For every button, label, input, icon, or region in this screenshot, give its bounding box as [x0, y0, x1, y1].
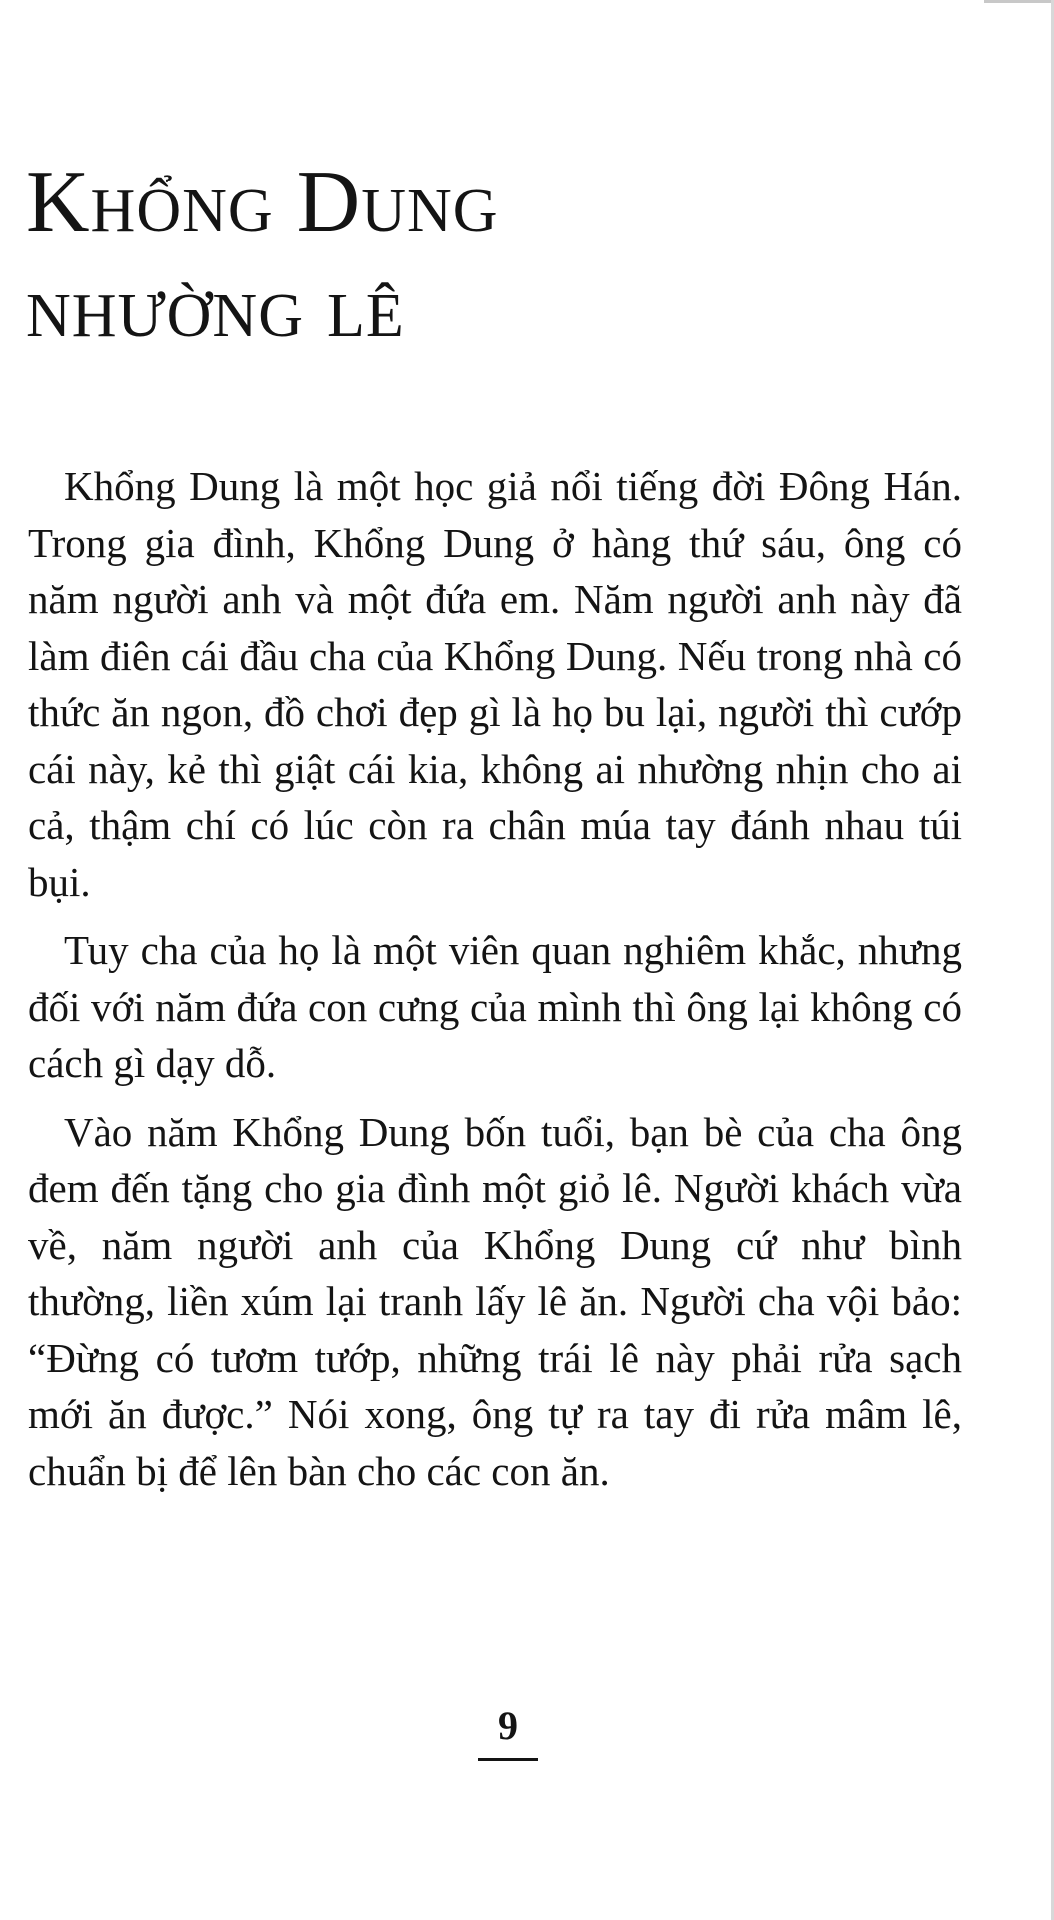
page-number-underline — [478, 1758, 538, 1761]
chapter-title — [26, 150, 1026, 360]
chapter-title-line-1: Khổng Dung — [26, 154, 499, 251]
page-edge-top — [984, 0, 1054, 3]
paragraph-2: Tuy cha của họ là một viên quan nghiêm khắc, nhưng đối với năm đứa con cưng của mình thì ông lại không có cách gì dạy dỗ. — [28, 927, 962, 1086]
paragraph-3: Vào năm Khổng Dung bốn tuổi, bạn bè của cha ông đem đến tặng cho gia đình một giỏ lê. Người khách vừa về, năm người anh của Khổng Dung cứ như bình thường, liền xúm lại tranh lấy lê ăn. Người cha vội bảo: “Đừng có tươm tướp, những trái lê này phải rửa sạch mới ăn được.” Nói xong, ông tự ra tay đi rửa mâm lê, chuẩn bị để lên bàn cho các con ăn. — [28, 1108, 962, 1494]
paragraph-1: Khổng Dung là một học giả nổi tiếng đời Đông Hán. Trong gia đình, Khổng Dung ở hàng thứ sáu, ông có năm người anh và một đứa em. Năm người anh này đã làm điên cái đầu cha của Khổng Dung. Nếu trong nhà có thức ăn ngon, đồ chơi đẹp gì là họ bu lại, người thì cướp cái này, kẻ thì giật cái kia, không ai nhường nhịn cho ai cả, thậm chí có lúc còn ra chân múa tay đánh nhau túi bụi. — [28, 463, 962, 905]
chapter-title-line-2: nhường lê — [26, 259, 405, 356]
chapter-body — [28, 458, 962, 1511]
page-number: 9 — [498, 1703, 518, 1748]
